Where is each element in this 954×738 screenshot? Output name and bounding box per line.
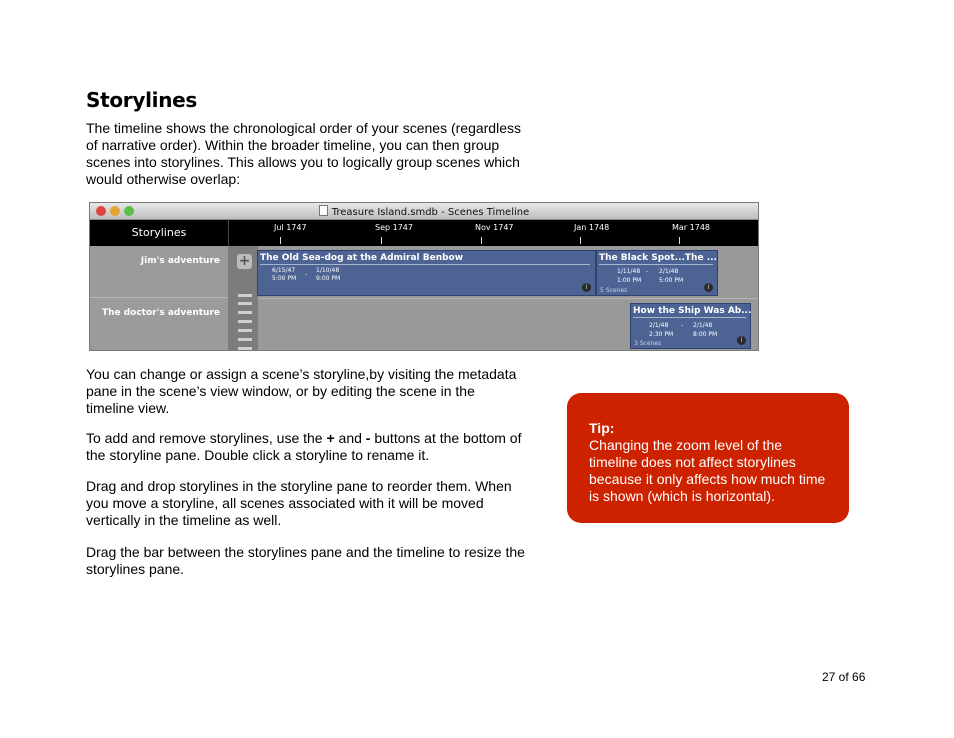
page-number: 27 of 66 — [822, 670, 866, 684]
timeline-tick — [280, 237, 281, 244]
plus-symbol: + — [326, 430, 335, 446]
grip-line — [238, 338, 252, 341]
scene-start-date: 6/15/47 — [272, 267, 296, 274]
month-label: Jul 1747 — [274, 223, 307, 232]
scene-end-date: 1/10/48 — [316, 267, 340, 274]
document-icon — [319, 205, 328, 216]
add-storyline-button[interactable]: + — [238, 253, 251, 269]
scene-start-date: 2/1/48 — [649, 322, 669, 329]
storyline-jims-adventure[interactable]: Jim's adventure — [90, 246, 228, 298]
scene-card[interactable] — [596, 250, 718, 296]
timeline-tick — [481, 237, 482, 244]
storyline-resize-bar[interactable] — [228, 246, 258, 351]
intro-paragraph: The timeline shows the chronological order of your scenes (regardless of narrative order). Within the broader timeline, you can then group scenes into storylines. This allows you to logically group scenes which would otherwise overlap: — [86, 120, 521, 187]
scene-end-time: 5:00 PM — [659, 277, 684, 284]
storylines-pane — [90, 246, 228, 351]
scene-end-date: 2/1/48 — [693, 322, 713, 329]
scene-start-time: 1:00 PM — [617, 277, 642, 284]
grip-line — [238, 302, 252, 305]
reorder-paragraph: Drag and drop storylines in the storyline pane to reorder them. When you move a storyline, all scenes associated with it will be moved vertically in the timeline as well. — [86, 478, 512, 528]
scenes-timeline-window — [89, 202, 759, 351]
window-titlebar — [90, 203, 758, 220]
scene-start-date: 1/11/48 — [617, 268, 641, 275]
scene-start-time: 5:00 PM — [272, 275, 297, 282]
timeline-tick — [580, 237, 581, 244]
info-icon[interactable]: i — [582, 283, 591, 292]
grip-line — [238, 347, 252, 350]
scene-start-time: 2:30 PM — [649, 331, 674, 338]
scene-end-time: 9:00 PM — [316, 275, 341, 282]
timeline-tick — [381, 237, 382, 244]
info-icon[interactable]: i — [737, 336, 746, 345]
window-title: Treasure Island.smdb - Scenes Timeline — [90, 205, 758, 218]
grip-line — [238, 329, 252, 332]
scene-end-time: 8:00 PM — [693, 331, 718, 338]
scene-count: 5 Scenes — [600, 287, 628, 294]
scene-end-date: 2/1/48 — [659, 268, 679, 275]
grip-line — [238, 294, 252, 297]
scene-card[interactable] — [630, 303, 751, 349]
timeline-header — [90, 220, 758, 246]
page-title: Storylines — [86, 88, 198, 112]
month-label: Jan 1748 — [574, 223, 610, 232]
minus-symbol: - — [365, 430, 371, 446]
scene-title: The Old Sea-dog at the Admiral Benbow — [260, 253, 590, 265]
info-icon[interactable]: i — [704, 283, 713, 292]
tip-title: Tip: — [589, 420, 615, 436]
tip-box — [567, 393, 849, 523]
month-label: Mar 1748 — [672, 223, 710, 232]
resize-paragraph: Drag the bar between the storylines pane and the timeline to resize the storylines pane. — [86, 544, 525, 577]
scene-date-separator: - — [681, 322, 684, 329]
change-storyline-paragraph: You can change or assign a scene’s storyline,by visiting the metadata pane in the scene’s view window, or by editing the scene in the timeline view. — [86, 366, 517, 416]
scene-title: The Black Spot...The ... — [599, 253, 717, 263]
storylines-header: Storylines — [90, 220, 229, 246]
scene-count: 3 Scenes — [634, 340, 662, 347]
add-remove-paragraph: To add and remove storylines, use the + and - buttons at the bottom of the storyline pane. Double click a storyline to rename it. — [86, 430, 522, 463]
scene-title: How the Ship Was Ab... — [633, 306, 752, 316]
month-label: Sep 1747 — [375, 223, 413, 232]
grip-line — [238, 320, 252, 323]
grip-line — [238, 311, 252, 314]
storyline-doctors-adventure[interactable]: The doctor's adventure — [101, 308, 220, 318]
scene-card[interactable] — [257, 250, 596, 296]
timeline-tick — [679, 237, 680, 244]
scene-date-separator: - — [646, 268, 649, 275]
month-label: Nov 1747 — [475, 223, 514, 232]
tip-body: Changing the zoom level of the timeline does not affect storylines because it only affects how much time is shown (which is horizontal). — [589, 437, 826, 504]
scene-date-separator: - — [305, 271, 308, 278]
